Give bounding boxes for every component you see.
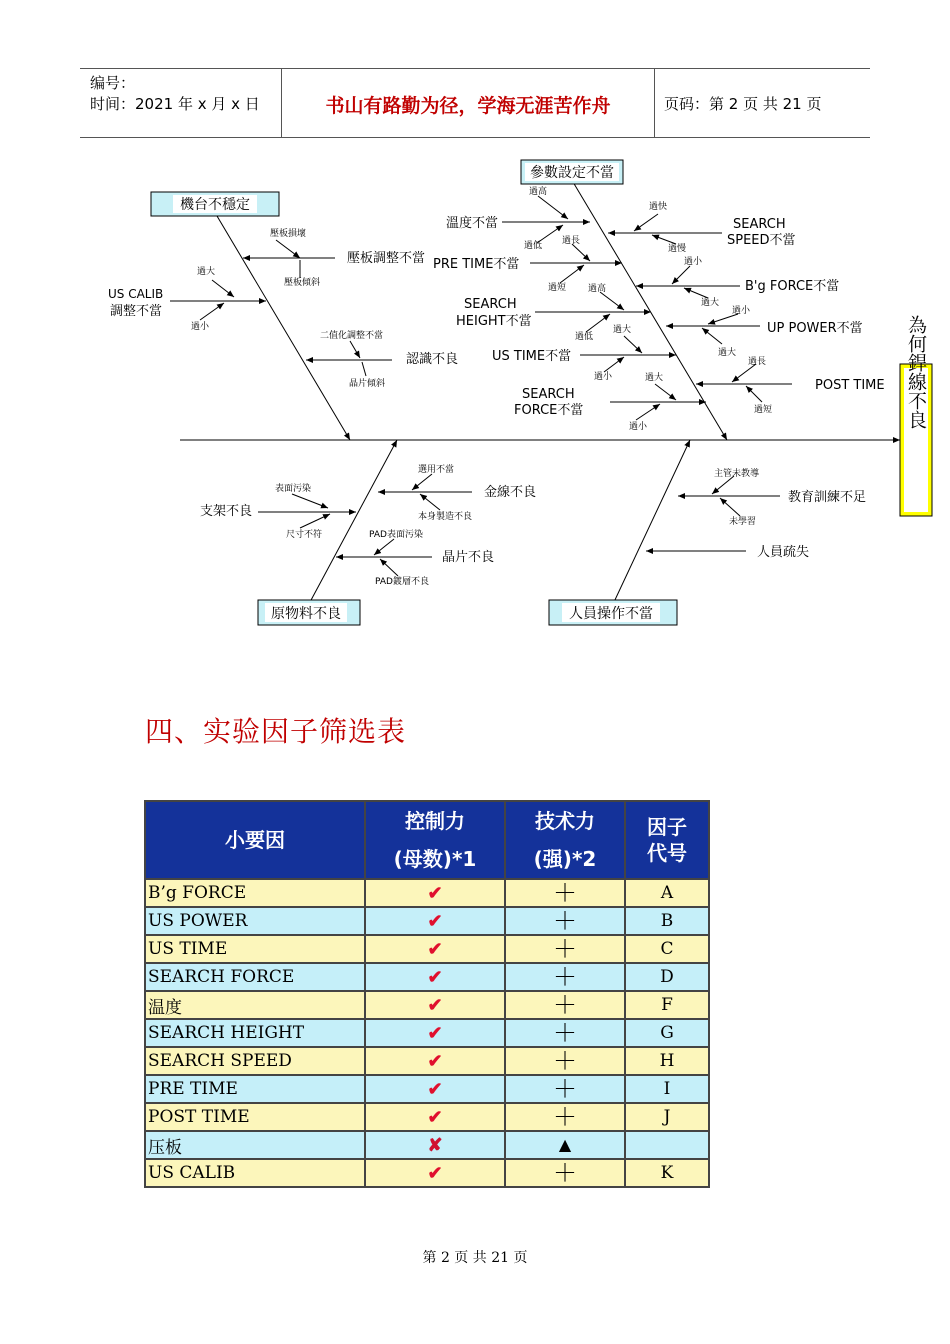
table-row [145, 1019, 709, 1047]
header-code-line1: 因子 [647, 815, 687, 839]
header-code-line2: 代号 [647, 841, 687, 865]
sub-cause-label: PAD表面污染 [369, 530, 423, 540]
factor-code: A [625, 879, 709, 907]
plus-icon: ＋ [553, 934, 577, 963]
sub-cause-label: 主管未教導 [714, 469, 760, 479]
number-label: 编号： [90, 74, 136, 92]
sub-cause-label: 過大 [613, 325, 632, 335]
page-footer: 第 2 页 共 21 页 [422, 1250, 528, 1266]
sub-cause-label: PAD鍍層不良 [375, 577, 429, 587]
factor-name: 压板 [145, 1131, 365, 1159]
table-row [145, 1103, 709, 1131]
sub-cause-label: 壓板損壞 [270, 229, 307, 239]
plus-icon: ＋ [553, 962, 577, 991]
sub-cause-label: 過小 [594, 372, 613, 382]
sub-cause-label: 未學習 [729, 517, 757, 527]
sub-cause-label: 過大 [197, 267, 216, 277]
cause-label: SEARCH [464, 297, 517, 312]
cause-label: 金線不良 [484, 485, 537, 500]
factor-code: H [625, 1047, 709, 1075]
plus-icon: ＋ [553, 906, 577, 935]
factor-name: SEARCH HEIGHT [145, 1019, 365, 1047]
factor-code: I [625, 1075, 709, 1103]
header-motto: 书山有路勤为径，学海无涯苦作舟 [325, 95, 611, 117]
category-operator: 人員操作不當 [569, 606, 653, 622]
factor-name: US TIME [145, 935, 365, 963]
plus-icon: ＋ [553, 1074, 577, 1103]
plus-icon: ＋ [553, 1158, 577, 1187]
sub-cause-label: 過長 [748, 357, 767, 367]
check-icon: ✔ [427, 1162, 443, 1184]
cause-label: 人員疏失 [757, 545, 810, 560]
category-param: 參數設定不當 [530, 165, 614, 181]
cause-label: 溫度不當 [446, 216, 499, 231]
check-icon: ✔ [427, 1022, 443, 1044]
check-icon: ✔ [427, 1078, 443, 1100]
cause-label: US CALIB [108, 287, 164, 301]
sub-cause-label: 表面污染 [275, 484, 312, 494]
check-icon: ✔ [427, 1050, 443, 1072]
factor-code: C [625, 935, 709, 963]
sub-cause-label: 二值化調整不當 [320, 331, 384, 341]
sub-cause-label: 過小 [629, 422, 648, 432]
table-row [145, 963, 709, 991]
table-row [145, 1075, 709, 1103]
section-title: 四、实验因子筛选表 [145, 715, 407, 748]
cause-label: SEARCH [522, 387, 575, 402]
table-row [145, 879, 709, 907]
cause-label: B'g FORCE不當 [745, 279, 840, 294]
check-icon: ✔ [427, 938, 443, 960]
sub-cause-label: 過短 [548, 283, 567, 293]
cause-label: PRE TIME不當 [433, 257, 520, 272]
table-row [145, 935, 709, 963]
header-control-line1: 控制力 [405, 809, 465, 833]
factor-name: SEARCH SPEED [145, 1047, 365, 1075]
factor-name: PRE TIME [145, 1075, 365, 1103]
plus-icon: ＋ [553, 1018, 577, 1047]
triangle-icon: ▲ [558, 1135, 572, 1154]
factor-code: B [625, 907, 709, 935]
sub-cause-label: 過大 [701, 298, 720, 308]
sub-cause-label: 壓板傾斜 [284, 278, 321, 288]
sub-cause-label: 過快 [649, 202, 668, 212]
sub-cause-label: 過低 [575, 332, 594, 342]
sub-cause-label: 過慢 [668, 244, 687, 254]
header-divider [654, 69, 655, 137]
header-tech-line2: (强)*2 [533, 847, 597, 871]
cause-label: 調整不當 [110, 304, 163, 319]
table-row [145, 1131, 709, 1159]
factor-name: SEARCH FORCE [145, 963, 365, 991]
table-row [145, 907, 709, 935]
factor-name: US CALIB [145, 1159, 365, 1187]
sub-cause-label: 晶片傾斜 [349, 379, 386, 389]
cause-label: US TIME不當 [492, 349, 572, 364]
sub-cause-label: 選用不當 [418, 465, 455, 475]
header-tech [505, 801, 625, 879]
sub-cause-label: 過小 [684, 257, 703, 267]
check-icon: ✔ [427, 994, 443, 1016]
header-code [625, 801, 709, 879]
plus-icon: ＋ [553, 1046, 577, 1075]
cause-label: HEIGHT不當 [456, 314, 532, 329]
check-icon: ✔ [427, 910, 443, 932]
effect-label: 為何銲線不良 [905, 315, 927, 429]
cross-icon: ✘ [427, 1134, 443, 1156]
factor-name: 温度 [145, 991, 365, 1019]
sub-cause-label: 過長 [562, 236, 581, 246]
factor-name: B’g FORCE [145, 879, 365, 907]
factor-code: J [625, 1103, 709, 1131]
header-factor: 小要因 [145, 801, 365, 879]
cause-label: 認識不良 [406, 352, 459, 367]
table-row [145, 1159, 709, 1187]
sub-cause-label: 過高 [529, 187, 548, 197]
check-icon: ✔ [427, 1106, 443, 1128]
sub-cause-label: 尺寸不符 [286, 530, 323, 540]
fishbone-diagram [0, 150, 950, 635]
cause-label: 支架不良 [200, 504, 253, 519]
cause-label: 教育訓練不足 [788, 490, 867, 505]
page-header [80, 68, 870, 138]
cause-label: FORCE不當 [514, 403, 584, 418]
time-label: 时间：2021 年 x 月 x 日 [90, 95, 260, 113]
sub-cause-label: 過高 [588, 284, 607, 294]
header-left [90, 73, 260, 115]
header-tech-line1: 技术力 [535, 809, 595, 833]
factor-screening-table [144, 800, 710, 1188]
factor-code: F [625, 991, 709, 1019]
factor-code: G [625, 1019, 709, 1047]
category-material: 原物料不良 [271, 606, 341, 622]
table-row [145, 1047, 709, 1075]
factor-code: K [625, 1159, 709, 1187]
sub-cause-label: 過短 [754, 405, 773, 415]
header-control-line2: (母数)*1 [393, 847, 477, 871]
sub-cause-label: 過小 [732, 306, 751, 316]
sub-cause-label: 過大 [645, 373, 664, 383]
sub-cause-label: 過大 [718, 348, 737, 358]
table-row [145, 991, 709, 1019]
sub-cause-label: 過低 [524, 241, 543, 251]
plus-icon: ＋ [553, 1102, 577, 1131]
factor-name: US POWER [145, 907, 365, 935]
cause-label: 壓板調整不當 [347, 251, 426, 266]
category-machine: 機台不穩定 [180, 197, 250, 213]
sub-cause-label: 過小 [191, 322, 210, 332]
header-page-info: 页码：第 2 页 共 21 页 [664, 95, 822, 113]
cause-label: SPEED不當 [727, 233, 796, 248]
check-icon: ✔ [427, 966, 443, 988]
cause-label: UP POWER不當 [767, 321, 863, 336]
sub-cause-label: 本身製造不良 [418, 512, 473, 522]
cause-label: POST TIME [815, 378, 885, 393]
plus-icon: ＋ [553, 990, 577, 1019]
factor-code [625, 1131, 709, 1159]
check-icon: ✔ [427, 882, 443, 904]
cause-label: 晶片不良 [442, 550, 495, 565]
header-control [365, 801, 505, 879]
table-header-row [145, 801, 709, 879]
plus-icon: ＋ [553, 878, 577, 907]
cause-label: SEARCH [733, 217, 786, 232]
factor-code: D [625, 963, 709, 991]
factor-name: POST TIME [145, 1103, 365, 1131]
